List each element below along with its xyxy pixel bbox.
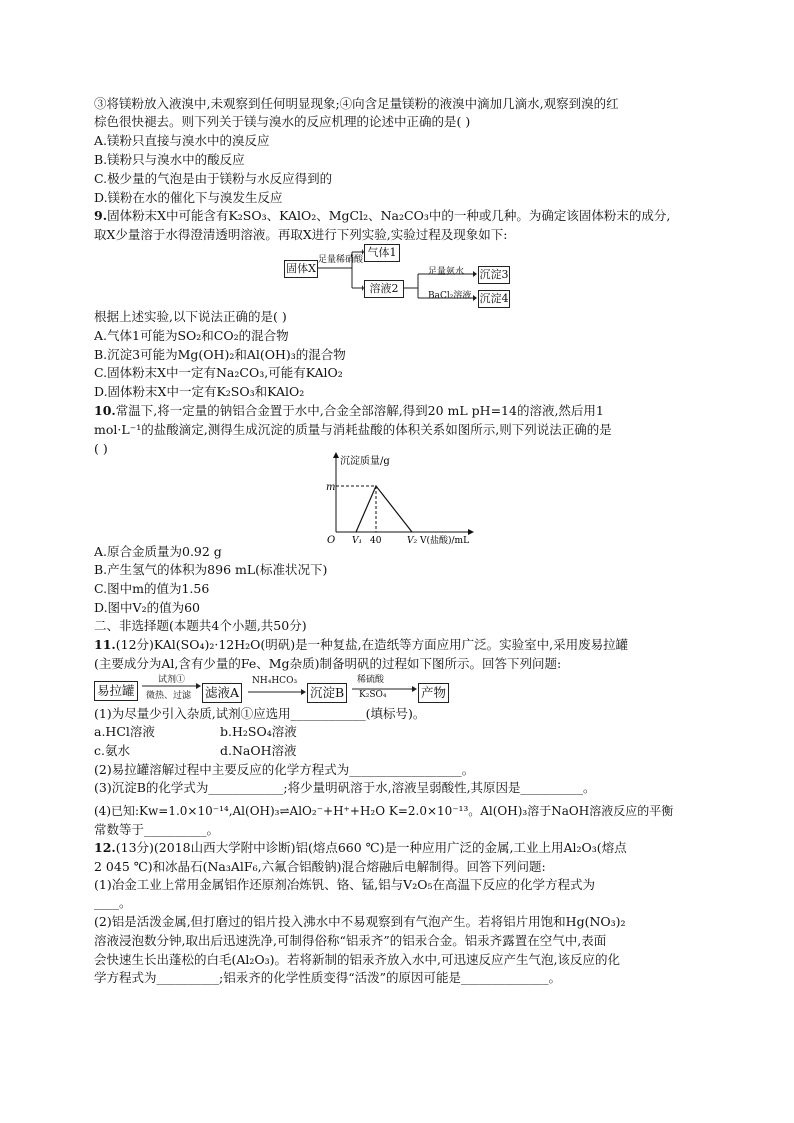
q10-number: 10. <box>94 403 116 418</box>
q12-part2-line2: 溶液浸泡数分钟,取出后迅速洗净,可制得俗称“铝汞齐”的铝汞合金。铝汞齐露置在空气中,表面 <box>94 933 607 948</box>
q9-option-c: C.固体粉末X中一定有Na₂CO₃,可能有KAlO₂ <box>94 365 343 380</box>
q8-option-a: A.镁粉只直接与溴水中的溴反应 <box>94 133 270 148</box>
q11-stem-line2: (主要成分为Al,含有少量的Fe、Mg杂质)制备明矾的过程如下图所示。回答下列问题: <box>94 656 562 671</box>
q10-stem-line3: ( ) <box>94 441 108 456</box>
q11-option-c: c.氨水 <box>94 743 130 758</box>
q12-stem-line <box>94 839 627 857</box>
flow-heat-filter-label: 微热、过滤 <box>146 691 192 701</box>
q10-graph <box>320 450 480 545</box>
q9-stem-text: 固体粉末X中可能含有K₂SO₃、KAlO₂、MgCl₂、Na₂CO₃中的一种或几种。为确定该固体粉末的成分, <box>107 208 671 223</box>
flow11-arrows <box>0 660 794 710</box>
q11-option-row2 <box>94 742 297 760</box>
q8-option-d: D.镁粉在水的催化下与溴发生反应 <box>94 190 283 205</box>
graph-ylabel: 沉淀质量/g <box>340 456 390 467</box>
flow-box-ppt4: 沉淀4 <box>478 290 510 308</box>
q11-part3: (3)沉淀B的化学式为____________;将少量明矾溶于水,溶液呈弱酸性,其原因是__________。 <box>94 780 596 795</box>
q12-stem-text: (13分)(2018山西大学附中诊断)铝(熔点660 ℃)是一种应用广泛的金属,工业上用Al₂O₃(熔点 <box>115 840 627 855</box>
flow-box-solution2: 溶液2 <box>364 280 404 298</box>
graph-curve <box>356 486 412 532</box>
q12-part2: (2)铝是活泼金属,但打磨过的铝片投入沸水中不易观察到有气泡产生。若将铝片用饱和Hg(NO₃)₂ <box>94 914 626 929</box>
q12-part2-line3: 会快速生长出蓬松的白毛(Al₂O₃)。若将新制的铝汞齐放入水中,可迅速反应产生气泡,该反应的化 <box>94 952 620 967</box>
flow-box-ppt3: 沉淀3 <box>478 266 510 284</box>
q8-text-line: ③将镁粉放入液溴中,未观察到任何明显现象;④向含足量镁粉的液溴中滴加几滴水,观察到溴的红 <box>94 96 619 111</box>
q11-option-row1 <box>94 723 297 741</box>
q12-part2-line4: 学方程式为__________;铝汞齐的化学性质变得“活泼”的原因可能是______________。 <box>94 970 561 985</box>
section-heading: 二、非选择题(本题共4个小题,共50分) <box>94 618 307 633</box>
graph-40-label: 40 <box>370 536 382 545</box>
graph-v1-label: V₁ <box>352 536 363 545</box>
q11-option-a: a.HCl溶液 <box>94 724 155 739</box>
flow-dilute-acid-label: 稀硫酸 <box>357 675 385 685</box>
q10-stem-text: 常温下,将一定量的钠铝合金置于水中,合金全部溶解,得到20 mL pH=14的溶液,然后用1 <box>115 403 604 418</box>
q11-stem-text: (12分)KAl(SO₄)₂·12H₂O(明矾)是一种复盐,在造纸等方面应用广泛。实验室中,采用废易拉罐 <box>115 637 629 652</box>
q11-part1: (1)为尽量少引入杂质,试剂①应选用____________(填标号)。 <box>94 706 426 721</box>
flow-box-gas1: 气体1 <box>364 244 400 262</box>
graph-xlabel: V(盐酸)/mL <box>420 536 470 545</box>
flow-box-solid-x: 固体X <box>284 260 318 278</box>
flow-arrows <box>0 0 794 330</box>
flow-nh4hco3-label: NH₄HCO₃ <box>252 676 298 686</box>
flow-label-bacl2: BaCl₂溶液 <box>428 291 472 301</box>
q9-question: 根据上述实验,以下说法正确的是( ) <box>94 309 287 324</box>
q12-part1-line2: ____。 <box>94 895 132 910</box>
q11-stem-line <box>94 636 628 654</box>
q9-stem-line2: 取X少量溶于水得澄清透明溶液。再取X进行下列实验,实验过程及现象如下: <box>94 227 508 242</box>
q10-option-d: D.图中V₂的值为60 <box>94 600 200 615</box>
graph-origin-label: O <box>327 535 336 545</box>
flow-label-nitric: 足量稀硝酸 <box>318 255 364 265</box>
q9-number: 9. <box>94 208 108 223</box>
q12-part1: (1)冶金工业上常用金属铝作还原剂冶炼钒、铬、锰,铝与V₂O₅在高温下反应的化学方程式为 <box>94 877 595 892</box>
q10-stem-line2: mol·L⁻¹的盐酸滴定,测得生成沉淀的质量与消耗盐酸的体积关系如图所示,则下列说法正确的是 <box>94 422 612 437</box>
q8-option-b: B.镁粉只与溴水中的酸反应 <box>94 152 245 167</box>
q9-option-a: A.气体1可能为SO₂和CO₂的混合物 <box>94 328 289 343</box>
q9-option-b: B.沉淀3可能为Mg(OH)₂和Al(OH)₃的混合物 <box>94 347 346 362</box>
q11-part4: (4)已知:Kw=1.0×10⁻¹⁴,Al(OH)₃⇌AlO₂⁻+H⁺+H₂O K=2.0×10⁻¹³。Al(OH)₃溶于NaOH溶液反应的平衡 <box>94 804 674 818</box>
q10-stem-line <box>94 402 604 420</box>
graph-m-label: m <box>326 482 336 493</box>
q11-part4-line2: 常数等于__________。 <box>94 822 220 837</box>
q11-part2: (2)易拉罐溶解过程中主要反应的化学方程式为__________________。 <box>94 762 475 777</box>
q9-option-d: D.固体粉末X中一定有K₂SO₃和KAlO₂ <box>94 384 305 399</box>
q11-option-d: d.NaOH溶液 <box>220 743 297 758</box>
flow-label-ammonia: 足量氨水 <box>428 267 465 277</box>
graph-v2-label: V₂ <box>407 536 418 545</box>
flow-reagent1-label: 试剂① <box>158 675 186 685</box>
flow-can: 易拉罐 <box>94 681 138 701</box>
flow-precipitate-b: 沉淀B <box>307 683 347 703</box>
q10-option-c: C.图中m的值为1.56 <box>94 581 210 596</box>
q12-stem-line2: 2 045 ℃)和冰晶石(Na₃AlF₆,六氟合铝酸钠)混合熔融后电解制得。回答下列问题: <box>94 859 546 874</box>
flow-filtrate-a: 滤液A <box>202 683 242 703</box>
q12-number: 12. <box>94 840 116 855</box>
q10-option-b: B.产生氢气的体积为896 mL(标准状况下) <box>94 562 328 577</box>
flow-k2so4-label: K₂SO₄ <box>359 690 387 700</box>
flow-product: 产物 <box>418 683 449 703</box>
q11-number: 11. <box>94 637 116 652</box>
q8-text-line: 棕色很快褪去。则下列关于镁与溴水的反应机理的论述中正确的是( ) <box>94 114 471 129</box>
q8-option-c: C.极少量的气泡是由于镁粉与水反应得到的 <box>94 171 333 186</box>
q10-option-a: A.原合金质量为0.92 g <box>94 544 222 559</box>
q11-option-b: b.H₂SO₄溶液 <box>220 724 297 739</box>
